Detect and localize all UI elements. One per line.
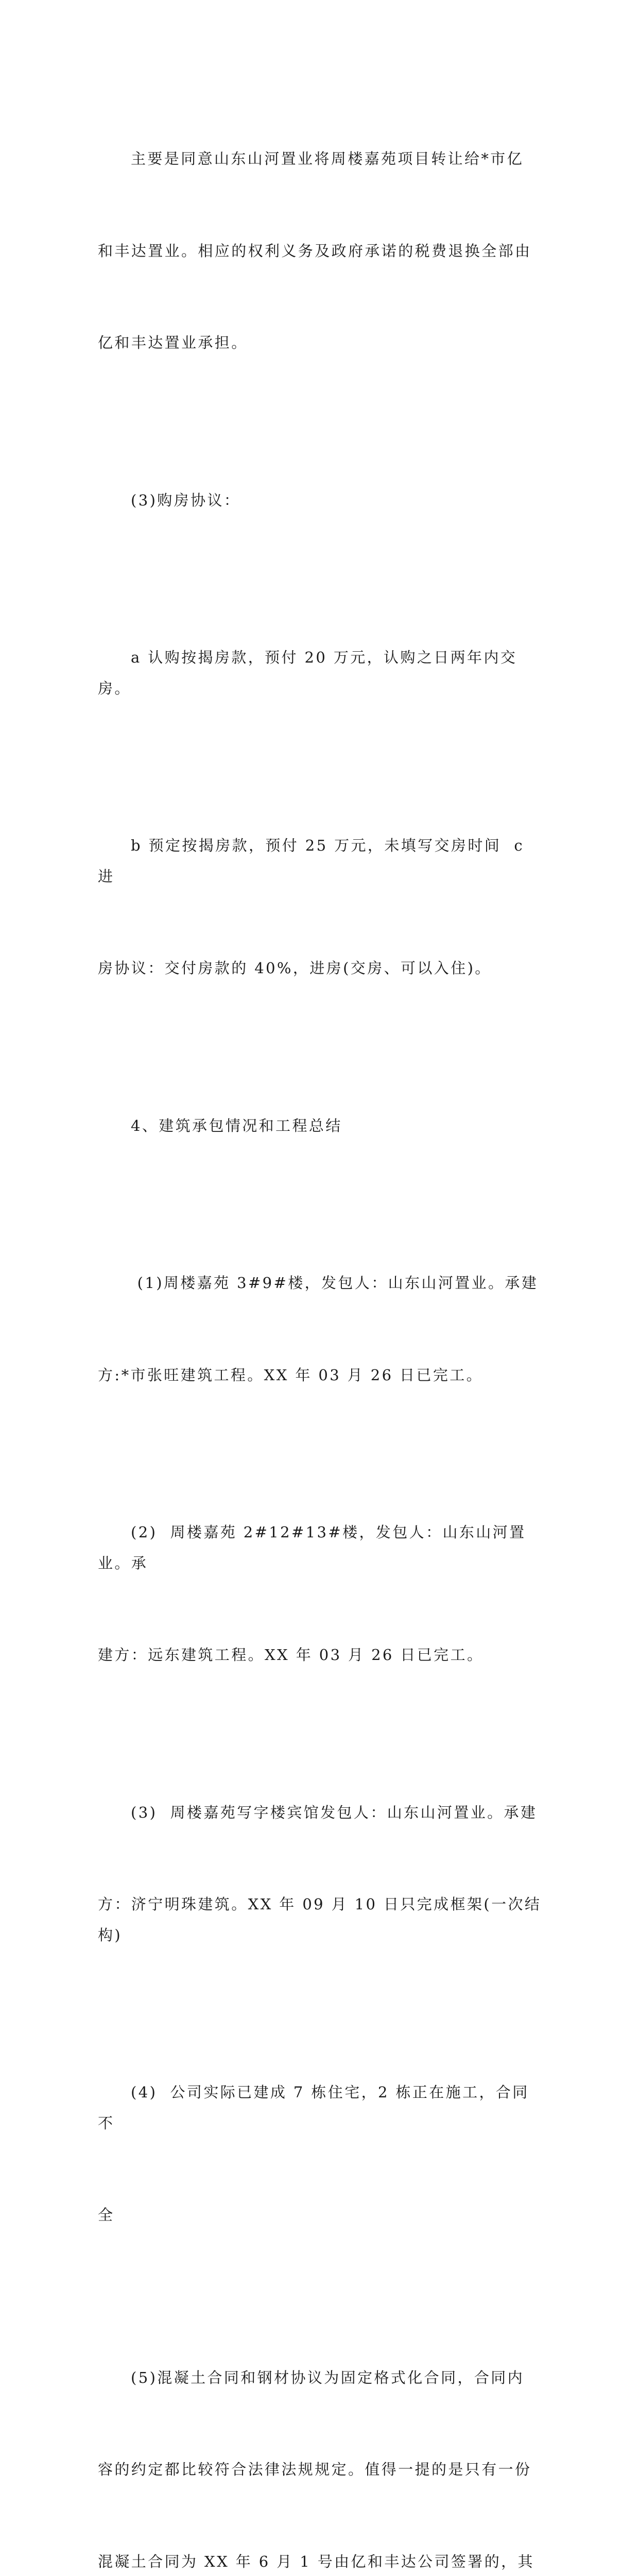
text-line: 方:*市张旺建筑工程。XX 年 03 月 26 日已完工。: [98, 1360, 545, 1391]
text-line: 混凝土合同为 XX 年 6 月 1 号由亿和丰达公司签署的，其: [98, 2547, 545, 2576]
text-line: (1)周楼嘉苑 3#9#楼，发包人：山东山河置业。承建: [98, 1268, 545, 1299]
paragraph: [98, 1456, 545, 1732]
paragraph: [98, 2301, 545, 2576]
paragraph: [98, 424, 545, 578]
paragraph: [98, 581, 545, 765]
text-line: 主要是同意山东山河置业将周楼嘉苑项目转让给*市亿: [98, 144, 545, 175]
paragraph: [98, 769, 545, 1045]
text-line: 方：济宁明珠建筑。XX 年 09 月 10 日只完成框架(一次结构): [98, 1889, 545, 1951]
paragraph: [98, 2016, 545, 2292]
text-line: (5)混凝土合同和钢材协议为固定格式化合同，合同内: [98, 2363, 545, 2394]
section-heading: [98, 1049, 545, 1203]
paragraph: [98, 1736, 545, 2012]
document-page: [98, 82, 545, 2576]
text-line: 容的约定都比较符合法律法规规定。值得一提的是只有一份: [98, 2454, 545, 2485]
text-line: 全: [98, 2200, 545, 2231]
paragraph-gap: [98, 2296, 545, 2301]
text-line: 4、建筑承包情况和工程总结: [98, 1111, 545, 1142]
paragraph: [98, 82, 545, 420]
paragraph: [98, 1207, 545, 1452]
text-line: 亿和丰达置业承担。: [98, 328, 545, 359]
text-line: (2) 周楼嘉苑 2#12#13#楼，发包人：山东山河置业。承: [98, 1517, 545, 1579]
text-line: (4) 公司实际已建成 7 栋住宅，2 栋正在施工，合同不: [98, 2077, 545, 2139]
text-line: 房协议：交付房款的 40%，进房(交房、可以入住)。: [98, 953, 545, 984]
text-line: a 认购按揭房款，预付 20 万元，认购之日两年内交房。: [98, 642, 545, 704]
text-line: b 预定按揭房款，预付 25 万元，未填写交房时间 c 进: [98, 831, 545, 892]
text-line: (3) 周楼嘉苑写字楼宾馆发包人：山东山河置业。承建: [98, 1798, 545, 1828]
text-line: (3)购房协议：: [98, 485, 545, 516]
text-line: 建方：远东建筑工程。XX 年 03 月 26 日已完工。: [98, 1640, 545, 1671]
text-line: 和丰达置业。相应的权利义务及政府承诺的税费退换全部由: [98, 236, 545, 267]
